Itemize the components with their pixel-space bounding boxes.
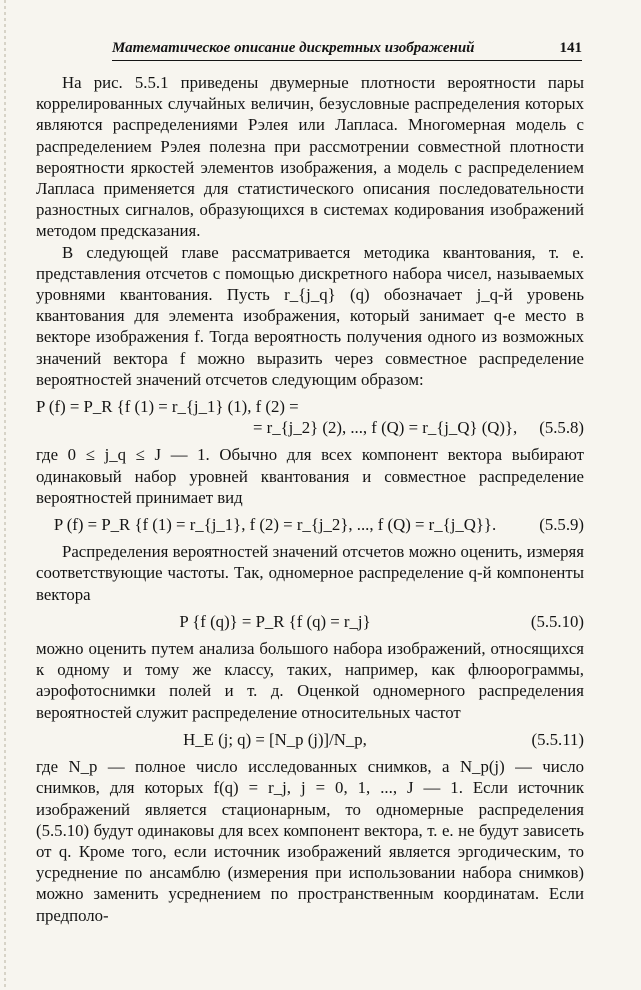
- equation-5-5-8-line1: P (f) = P_R {f (1) = r_{j_1} (1), f (2) =: [36, 397, 299, 417]
- equation-5-5-11-text: H_E (j; q) = [N_p (j)]/N_p,: [183, 729, 367, 749]
- equation-number: (5.5.8): [539, 418, 584, 438]
- equation-number: (5.5.11): [531, 729, 584, 749]
- page-body: [36, 72, 584, 926]
- paragraph-5: можно оценить путем анализа большого набора изображений, относящихся к одному и тому же классу, таких, например, как флюорограммы, аэрофотоснимки полей и т. д. Оценкой одномерного распределения вероятностей служит распределение относительных частот: [36, 639, 584, 722]
- paragraph-2: В следующей главе рассматривается методика квантования, т. е. представления отсчетов с помощью дискретного набора чисел, называемых уровнями квантования. Пусть r_{j_q} (q) обозначает j_q-й уровень квантования для элемента изображения, который занимает q-е место в векторе изображения f. Тогда вероятность получения одного из возможных значений вектора f можно выразить через совместное распределение вероятностей значений отсчетов следующим образом:: [36, 242, 584, 389]
- paragraph-6: где N_p — полное число исследованных снимков, а N_p(j) — число снимков, для которых f(q) = r_j, j = 0, 1, ..., J — 1. Если источник изображений является стационарным, то одномерные распределения (5.5.10) будут одинаковы для всех компонент вектора, т. е. не будут зависеть от q. Кроме того, если источник изображений является эргодическим, то усреднение по ансамблю (измерения при использовании набора снимков) можно заменить усреднением по пространственным координатам. Если предполо-: [36, 757, 584, 925]
- running-title: Математическое описание дискретных изображений: [112, 40, 475, 56]
- page-number: 141: [559, 40, 582, 56]
- paragraph-1: На рис. 5.5.1 приведены двумерные плотности вероятности пары коррелированных случайных величин, безусловные распределения которых являются распределениями Рэлея или Лапласа. Многомерная модель с распределением Рэлея полезна при рассмотрении совместной плотности вероятности яркостей элементов изображения, а модель с распределением Лапласа применяется для статистического описания последовательности разностных сигналов, образующихся в системах кодирования изображений методом предсказания.: [36, 73, 584, 241]
- equation-number: (5.5.9): [539, 515, 584, 535]
- equation-5-5-8-line2-text: = r_{j_2} (2), ..., f (Q) = r_{j_Q} (Q)},: [252, 418, 518, 438]
- paragraph-3: где 0 ≤ j_q ≤ J — 1. Обычно для всех компонент вектора выбирают одинаковый набор уровней квантования и совместное распределение вероятностей принимает вид: [36, 445, 584, 507]
- equation-5-5-11: [36, 729, 584, 750]
- equation-5-5-10-text: P {f (q)} = P_R {f (q) = r_j}: [179, 611, 371, 631]
- equation-5-5-9: [36, 514, 584, 535]
- running-header: [112, 40, 582, 61]
- equation-5-5-10: [36, 611, 584, 632]
- equation-5-5-9-text: P (f) = P_R {f (1) = r_{j_1}, f (2) = r_{j_2}, ..., f (Q) = r_{j_Q}}.: [53, 515, 497, 535]
- page-edge: [4, 0, 6, 990]
- paragraph-4: Распределения вероятностей значений отсчетов можно оценить, измеряя соответствующие частоты. Так, одномерное распределение q-й компоненты вектора: [36, 542, 584, 604]
- equation-number: (5.5.10): [530, 611, 584, 631]
- equation-5-5-8-line2: [36, 417, 584, 438]
